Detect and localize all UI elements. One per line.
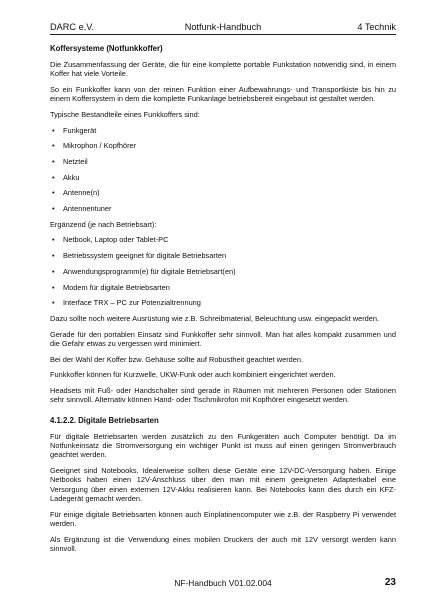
- list-item: • Antenne(n): [50, 188, 396, 197]
- page-footer: [50, 576, 396, 590]
- list-item: • Modem für digitale Betriebsarten: [50, 283, 396, 292]
- paragraph: Funkkoffer können für Kurzwelle, UKW-Funk oder auch kombiniert eingerichtet werden.: [50, 370, 336, 380]
- paragraph: Für einige digitale Betriebsarten können auch Einplatinencomputer wie z.B. der Raspberry Pi verwendet werden.: [50, 509, 396, 529]
- paragraph: Bei der Wahl der Koffer bzw. Gehäuse sollte auf Robustheit geachtet werden.: [50, 354, 304, 364]
- page-header: [50, 20, 396, 35]
- paragraph: Als Ergänzung ist die Verwendung eines mobilen Druckers der auch mit 12V versorgt werden kann sinnvoll.: [50, 534, 396, 554]
- list-item: • Anwendungsprogramm(e) für digitale Betriebsart(en): [50, 267, 396, 276]
- section-title-koffersysteme: Koffersysteme (Notfunkkoffer): [50, 44, 163, 53]
- list-item: • Betriebssystem geeignet für digitale Betriebsarten: [50, 251, 396, 260]
- header-organization: DARC e.V.: [50, 22, 95, 32]
- section-title-digitale-betriebsarten: 4.1.2.2. Digitale Betriebsarten: [50, 415, 159, 425]
- paragraph: Für digitale Betriebsarten werden zusätzlich zu den Funkgeräten auch Computer benötigt. Da im Notfunkeinsatz die Stromversorgung ein wichtiger Punkt ist muss auf einen geringen Stromverbrauch geachtet werden.: [50, 431, 396, 460]
- supplementary-list: [50, 235, 396, 307]
- paragraph: Dazu sollte noch weitere Ausrüstung wie z.B. Schreibmaterial, Beleuchtung usw. eingepackt werden.: [50, 313, 380, 323]
- list-item: • Antennentuner: [50, 204, 396, 213]
- component-list: [50, 126, 396, 214]
- paragraph: Headsets mit Fuß- oder Handschalter sind gerade in Räumen mit mehreren Personen oder Stationen sehr sinnvoll. Alternativ können Hand- oder Tischmikrofon mit Kopfhörer eingesetzt werden.: [50, 385, 396, 405]
- list-item: • Netzteil: [50, 157, 396, 166]
- paragraph: Die Zusammenfassung der Geräte, die für eine komplette portable Funkstation notwendig sind, in einem Koffer hat viele Vorteile.: [50, 60, 396, 79]
- header-chapter: 4 Technik: [357, 22, 396, 32]
- footer-version: NF-Handbuch V01.02.004: [174, 578, 272, 588]
- paragraph: Gerade für den portablen Einsatz sind Funkkoffer sehr sinnvoll. Man hat alles kompakt zusammen und die Gefahr etwas zu vergessen wird minimiert.: [50, 329, 396, 348]
- list-item: • Funkgerät: [50, 126, 396, 135]
- list-item: • Mikrophon / Kopfhörer: [50, 141, 396, 150]
- paragraph: Geeignet sind Notebooks. Idealerweise sollten diese Geräte eine 12V-DC-Versorgung haben. Einige Netbooks haben einen 12V-Anschluss über den man mit einem geeigneten Adapterkabel eine Versorgung über einen externen 12V-Akku realisieren kann. Bei Notebooks kann dies durch ein KFZ-Ladegerät gemacht werden.: [50, 465, 396, 504]
- list-item: • Akku: [50, 173, 396, 182]
- list-item: • Netbook, Laptop oder Tablet-PC: [50, 235, 396, 244]
- header-document-title: Notfunk-Handbuch: [184, 22, 262, 32]
- page-content: [50, 44, 396, 560]
- paragraph: So ein Funkkoffer kann von der reinen Funktion einer Aufbewahrungs- und Transportkiste bis hin zu einem Koffersystem in dem die komplette Funkanlage betriebsbereit eingebaut ist gestaltet werden.: [50, 85, 396, 104]
- list-item: • Interface TRX – PC zur Potenzialtrennung: [50, 298, 396, 307]
- list-intro: Ergänzend (je nach Betriebsart):: [50, 219, 157, 229]
- list-intro: Typische Bestandteile eines Funkkoffers sind:: [50, 110, 200, 119]
- page-number: 23: [384, 577, 396, 588]
